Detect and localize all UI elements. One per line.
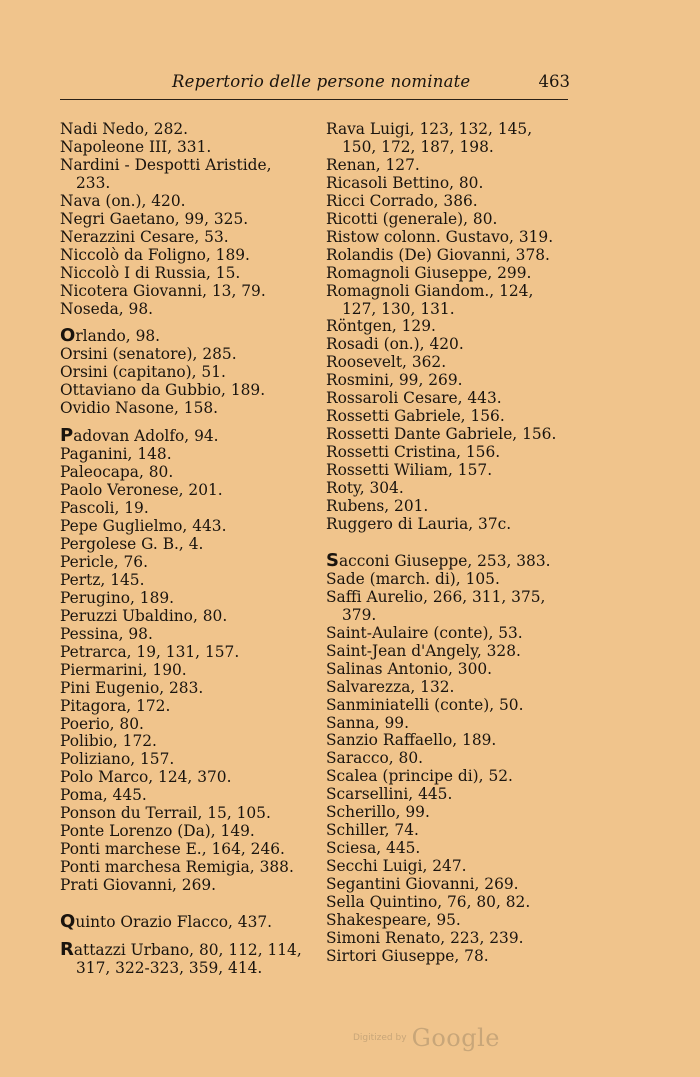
index-entry: Ovidio Nasone, 158. (60, 399, 219, 418)
index-entry: Nicotera Giovanni, 13, 79. (60, 281, 266, 300)
index-entry: Peruzzi Ubaldino, 80. (60, 606, 228, 625)
index-entry: Orlando, 98. (60, 325, 161, 347)
index-entry: Rosmini, 99, 269. (326, 371, 463, 390)
index-entry: Niccolò I di Russia, 15. (60, 263, 241, 282)
index-entry: Paganini, 148. (60, 445, 172, 464)
index-entry: Saint-Jean d'Angely, 328. (326, 641, 521, 660)
index-entry: Nadi Nedo, 282. (60, 120, 189, 138)
index-entry: Pergolese G. B., 4. (60, 534, 204, 553)
index-entry: Scherillo, 99. (326, 803, 430, 822)
index-entry: Rossetti Cristina, 156. (326, 443, 501, 462)
index-entry: Padovan Adolfo, 94. (60, 425, 219, 447)
index-entry: Schiller, 74. (326, 821, 419, 840)
google-logo: Google (411, 1024, 500, 1052)
watermark-prefix: Digitized by (353, 1033, 407, 1043)
index-entry: Rossetti Gabriele, 156. (326, 407, 505, 426)
index-entry: Secchi Luigi, 247. (326, 857, 467, 876)
index-entry: Sirtori Giuseppe, 78. (326, 946, 489, 965)
index-entry: Sanzio Raffaello, 189. (326, 731, 497, 750)
index-entry: Napoleone III, 331. (60, 137, 212, 156)
index-entry: Renan, 127. (326, 155, 420, 174)
index-entry: Simoni Renato, 223, 239. (326, 928, 524, 947)
index-entry: Quinto Orazio Flacco, 437. (60, 911, 273, 933)
index-entry: Romagnoli Giuseppe, 299. (326, 263, 532, 282)
index-entry: Ricasoli Bettino, 80. (326, 173, 484, 192)
index-entry: 317, 322-323, 359, 414. (76, 958, 263, 977)
index-entry: Rava Luigi, 123, 132, 145, (326, 120, 533, 138)
index-entry: Poerio, 80. (60, 714, 144, 733)
index-entry: 150, 172, 187, 198. (342, 137, 494, 156)
digitized-by-google-watermark (353, 1024, 500, 1052)
index-entry: Perugino, 189. (60, 588, 175, 607)
index-entry: Sella Quintino, 76, 80, 82. (326, 893, 531, 912)
header-rule (60, 99, 568, 100)
index-entry: Nava (on.), 420. (60, 191, 186, 210)
index-column-left (60, 121, 305, 978)
index-entry: Pepe Guglielmo, 443. (60, 517, 227, 536)
index-entry: Ponte Lorenzo (Da), 149. (60, 822, 255, 841)
index-entry: Paolo Veronese, 201. (60, 481, 223, 500)
index-entry: Polibio, 172. (60, 732, 157, 751)
index-entry: Roty, 304. (326, 479, 404, 498)
index-entry: Negri Gaetano, 99, 325. (60, 209, 249, 228)
index-entry: 127, 130, 131. (342, 299, 455, 318)
index-entry: Sade (march. di), 105. (326, 569, 500, 588)
index-entry: Rolandis (De) Giovanni, 378. (326, 245, 550, 264)
index-entry: 233. (76, 173, 111, 192)
index-entry: Roosevelt, 362. (326, 353, 447, 372)
index-entry: Rossetti Dante Gabriele, 156. (326, 425, 557, 444)
index-entry: Niccolò da Foligno, 189. (60, 245, 250, 264)
index-entry: Prati Giovanni, 269. (60, 876, 217, 895)
index-entry: Pericle, 76. (60, 552, 148, 571)
index-entry: Saracco, 80. (326, 749, 424, 768)
index-entry: Rossetti Wiliam, 157. (326, 461, 493, 480)
index-entry: Shakespeare, 95. (326, 910, 461, 929)
index-entry: Rattazzi Urbano, 80, 112, 114, (60, 938, 302, 960)
index-entry: Orsini (capitano), 51. (60, 363, 226, 382)
index-entry: Pertz, 145. (60, 570, 145, 589)
index-entry: Sacconi Giuseppe, 253, 383. (326, 549, 551, 571)
index-entry: Saffi Aurelio, 266, 311, 375, (326, 587, 546, 606)
index-entry: Ristow colonn. Gustavo, 319. (326, 227, 554, 246)
index-entry: Scalea (principe di), 52. (326, 767, 513, 786)
index-entry: Poliziano, 157. (60, 750, 175, 769)
index-entry: Rosadi (on.), 420. (326, 335, 464, 354)
index-entry: Polo Marco, 124, 370. (60, 768, 232, 787)
index-entry: Sciesa, 445. (326, 839, 421, 858)
index-entry: Ponson du Terrail, 15, 105. (60, 804, 271, 823)
index-entry: Ruggero di Lauria, 37c. (326, 514, 512, 533)
index-entry: Ricci Corrado, 386. (326, 191, 478, 210)
index-entry: Scarsellini, 445. (326, 785, 453, 804)
index-entry: Orsini (senatore), 285. (60, 345, 237, 364)
index-entry: Pini Eugenio, 283. (60, 678, 204, 697)
running-header (60, 72, 570, 96)
index-entry: Salvarezza, 132. (326, 677, 455, 696)
index-entry: Romagnoli Giandom., 124, (326, 281, 534, 300)
index-entry: Rubens, 201. (326, 497, 429, 516)
page-title: Repertorio delle persone nominate (172, 72, 471, 91)
index-entry: Pascoli, 19. (60, 499, 149, 518)
index-entry: Ottaviano da Gubbio, 189. (60, 381, 266, 400)
index-entry: Salinas Antonio, 300. (326, 659, 493, 678)
index-entry: 379. (342, 605, 377, 624)
index-entry: Ponti marchesa Remigia, 388. (60, 858, 294, 877)
index-entry: Röntgen, 129. (326, 317, 436, 336)
index-entry: Sanna, 99. (326, 713, 409, 732)
index-entry: Noseda, 98. (60, 299, 154, 318)
index-entry: Sanminiatelli (conte), 50. (326, 695, 524, 714)
index-entry: Rossaroli Cesare, 443. (326, 389, 502, 408)
index-entry: Paleocapa, 80. (60, 463, 174, 482)
index-entry: Pitagora, 172. (60, 696, 171, 715)
index-entry: Petrarca, 19, 131, 157. (60, 642, 240, 661)
index-entry: Segantini Giovanni, 269. (326, 875, 519, 894)
index-entry: Nerazzini Cesare, 53. (60, 227, 229, 246)
page-number: 463 (538, 72, 570, 91)
index-entry: Poma, 445. (60, 786, 147, 805)
index-column-right (326, 121, 572, 966)
index-entry: Pessina, 98. (60, 624, 153, 643)
index-entry: Ponti marchese E., 164, 246. (60, 840, 285, 859)
index-entry: Piermarini, 190. (60, 660, 187, 679)
index-entry: Saint-Aulaire (conte), 53. (326, 623, 523, 642)
index-entry: Nardini - Despotti Aristide, (60, 155, 272, 174)
index-entry: Ricotti (generale), 80. (326, 209, 498, 228)
